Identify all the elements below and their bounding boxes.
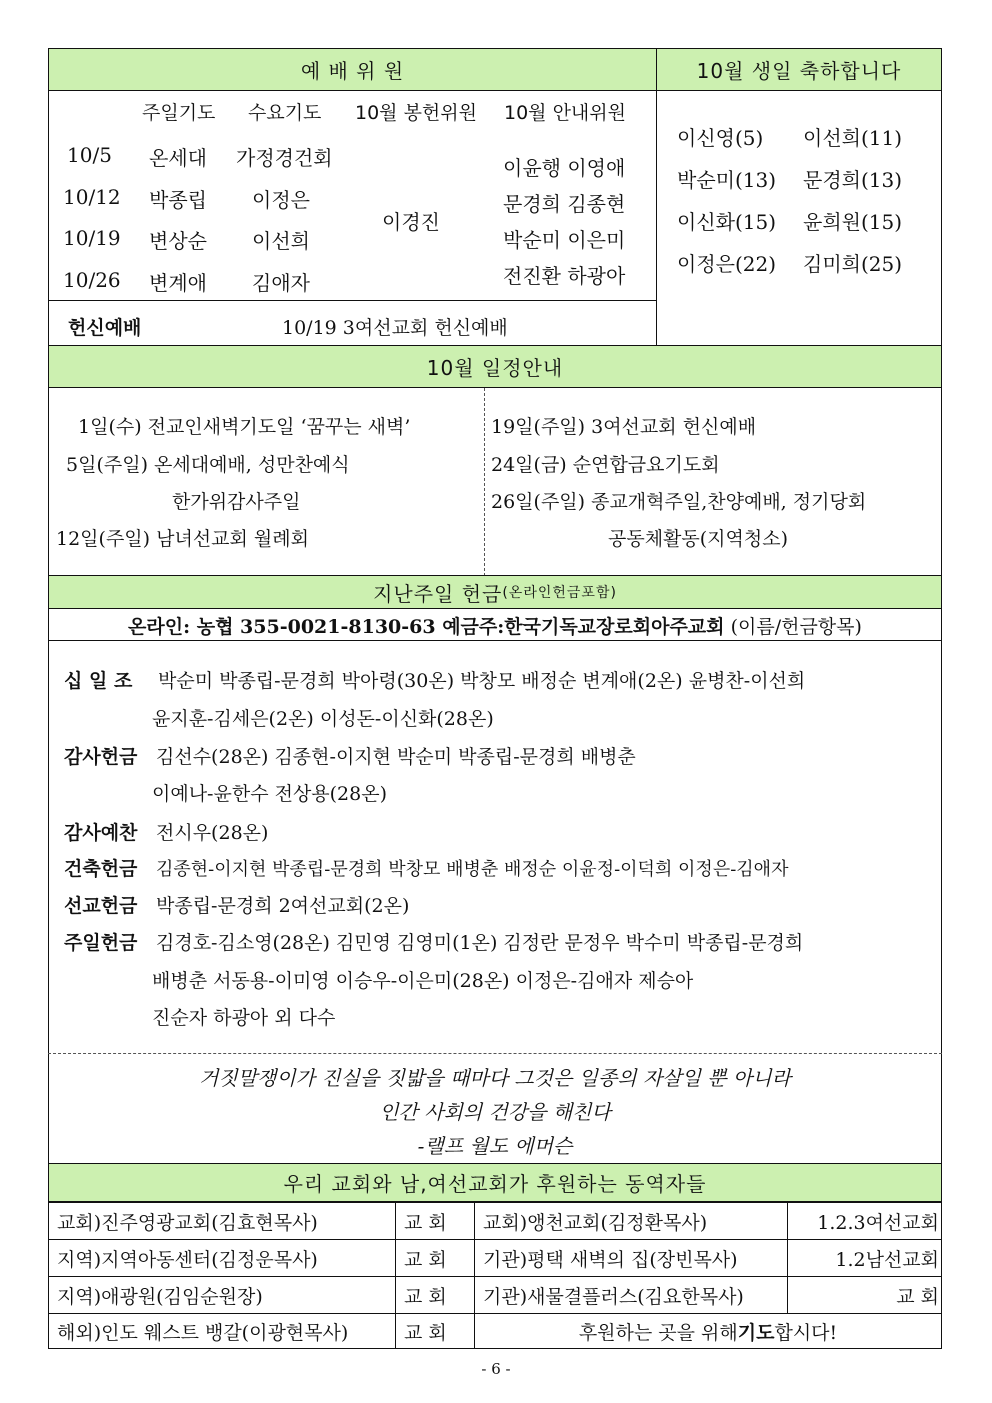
wednesday-prayer-name: 김애자 — [252, 271, 310, 295]
dedication-service-label: 헌신예배 — [68, 317, 142, 339]
wednesday-prayer-name: 이선희 — [252, 229, 310, 253]
dedication-service-text: 10/19 3여선교회 헌신예배 — [282, 317, 508, 339]
support-sponsor: 교 회 — [787, 1276, 942, 1314]
offering-header: 지난주일 헌금 (온라인헌금포함) — [48, 575, 942, 609]
offering-label-thanks: 감사헌금 — [64, 746, 138, 768]
worship-date: 10/26 — [63, 268, 121, 292]
offering-names: 전시우(28온) — [156, 822, 269, 844]
col-usher-committee: 10월 안내위원 — [504, 102, 626, 124]
offering-names: 박순미 박종립-문경희 박아령(30온) 박창모 배정순 변계애(2온) 윤병찬-이선희 — [158, 670, 806, 692]
page-number: - 6 - — [481, 1360, 511, 1378]
schedule-item: 24일(금) 순연합금요기도회 — [491, 454, 720, 476]
birthday-name: 이신화(15) — [677, 210, 777, 234]
worship-date: 10/19 — [63, 226, 121, 250]
schedule-column-divider — [484, 388, 485, 576]
usher-names: 이윤행 이영애 — [503, 156, 626, 180]
support-sponsor: 교 회 — [395, 1239, 475, 1277]
schedule-item: 26일(주일) 종교개혁주일,찬양예배, 정기당회 — [491, 491, 867, 513]
online-account-line — [48, 612, 942, 639]
sunday-prayer-name: 박종립 — [149, 188, 207, 212]
quote-author: -랠프 월도 에머슨 — [417, 1134, 573, 1158]
offering-names: 배병춘 서동용-이미영 이승우-이은미(28온) 이정은-김애자 제승아 — [152, 970, 694, 992]
quote-line: 거짓말쟁이가 진실을 짓밟을 때마다 그것은 일종의 자살일 뿐 아니라 — [199, 1066, 791, 1090]
support-partner: 해외)인도 웨스트 뱅갈(이광현목사) — [48, 1313, 396, 1349]
support-partner: 교회)앵천교회(김정환목사) — [474, 1202, 788, 1240]
offering-label-mission: 선교헌금 — [64, 895, 138, 917]
quote-line: 인간 사회의 건강을 해친다 — [379, 1100, 611, 1124]
wednesday-prayer-name: 가정경건회 — [236, 146, 333, 170]
sunday-prayer-name: 온세대 — [149, 146, 207, 170]
online-account-info: 온라인: 농협 355-0021-8130-63 예금주:한국기독교장로회아주교회 — [128, 616, 725, 638]
account-divider — [48, 640, 942, 641]
support-sponsor: 교 회 — [395, 1276, 475, 1314]
birthday-header: 10월 생일 축하합니다 — [656, 48, 942, 91]
support-sponsor: 교 회 — [395, 1202, 475, 1240]
offering-names: 이예나-윤한수 전상용(28온) — [152, 783, 388, 805]
offering-label-sunday: 주일헌금 — [64, 932, 138, 954]
schedule-item: 1일(수) 전교인새벽기도일 ‘꿈꾸는 새벽’ — [78, 416, 411, 438]
schedule-header: 10월 일정안내 — [48, 345, 942, 388]
birthday-name: 김미희(25) — [803, 252, 903, 276]
support-partner: 지역)애광원(김임순원장) — [48, 1276, 396, 1314]
birthday-name: 이선희(11) — [803, 126, 903, 150]
offering-names: 김종현-이지현 박종립-문경희 박창모 배병춘 배정순 이윤정-이덕희 이정은-김애자 — [156, 859, 789, 880]
wednesday-prayer-name: 이정은 — [252, 188, 310, 212]
offering-committee-name: 이경진 — [382, 210, 440, 234]
birthday-name: 윤희원(15) — [803, 210, 903, 234]
sunday-prayer-name: 변상순 — [149, 229, 207, 253]
schedule-item: 한가위감사주일 — [172, 491, 301, 513]
birthday-name: 문경희(13) — [803, 168, 903, 192]
quote-divider — [48, 1053, 942, 1054]
usher-names: 문경희 김종현 — [503, 192, 626, 216]
worship-birthday-divider — [656, 90, 657, 346]
support-sponsor: 교 회 — [395, 1313, 475, 1349]
worship-committee-header: 예 배 위 원 — [48, 48, 657, 91]
support-header: 우리 교회와 남,여선교회가 후원하는 동역자들 — [48, 1163, 942, 1202]
support-partner: 기관)평택 새벽의 집(장빈목사) — [474, 1239, 788, 1277]
schedule-item: 5일(주일) 온세대예배, 성만찬예식 — [66, 454, 350, 476]
col-offering-committee: 10월 봉헌위원 — [355, 102, 477, 124]
offering-label-praise: 감사예찬 — [64, 822, 138, 844]
birthday-name: 이정은(22) — [677, 252, 777, 276]
support-partner: 교회)진주영광교회(김효현목사) — [48, 1202, 396, 1240]
schedule-item: 공동체활동(지역청소) — [608, 528, 789, 550]
dedication-divider — [48, 300, 657, 301]
offering-names: 김경호-김소영(28온) 김민영 김영미(1온) 김정란 문정우 박수미 박종립-문경희 — [156, 932, 804, 954]
offering-names: 박종립-문경희 2여선교회(2온) — [156, 895, 410, 917]
offering-names: 윤지훈-김세은(2온) 이성돈-이신화(28온) — [152, 708, 494, 730]
birthday-name: 이신영(5) — [677, 126, 764, 150]
offering-header-note: (온라인헌금포함) — [502, 585, 617, 601]
usher-names: 박순미 이은미 — [503, 228, 626, 252]
schedule-item: 12일(주일) 남녀선교회 월례회 — [56, 528, 309, 550]
support-partner: 기관)새물결플러스(김요한목사) — [474, 1276, 788, 1314]
col-sunday-prayer: 주일기도 — [142, 102, 216, 124]
support-partner: 지역)지역아동센터(김정운목사) — [48, 1239, 396, 1277]
offering-label-building: 건축헌금 — [64, 858, 138, 880]
col-wednesday-prayer: 수요기도 — [248, 102, 322, 124]
worship-date: 10/5 — [67, 143, 112, 167]
usher-names: 전진환 하광아 — [503, 264, 626, 288]
sunday-prayer-name: 변계애 — [149, 271, 207, 295]
prayer-emphasis: 기도 — [737, 1321, 775, 1344]
worship-date: 10/12 — [63, 185, 121, 209]
support-sponsor: 1.2남선교회 — [787, 1239, 942, 1277]
schedule-item: 19일(주일) 3여선교회 헌신예배 — [491, 416, 757, 438]
offering-label-tithe: 십 일 조 — [64, 670, 133, 692]
online-account-note: (이름/헌금항목) — [730, 616, 862, 638]
offering-names: 김선수(28온) 김종현-이지현 박순미 박종립-문경희 배병춘 — [156, 746, 636, 768]
support-sponsor: 1.2.3여선교회 — [787, 1202, 942, 1240]
prayer-call: 후원하는 곳을 위해 기도 합시다! — [474, 1313, 942, 1349]
offering-names: 진순자 하광아 외 다수 — [152, 1007, 336, 1029]
birthday-name: 박순미(13) — [677, 168, 777, 192]
